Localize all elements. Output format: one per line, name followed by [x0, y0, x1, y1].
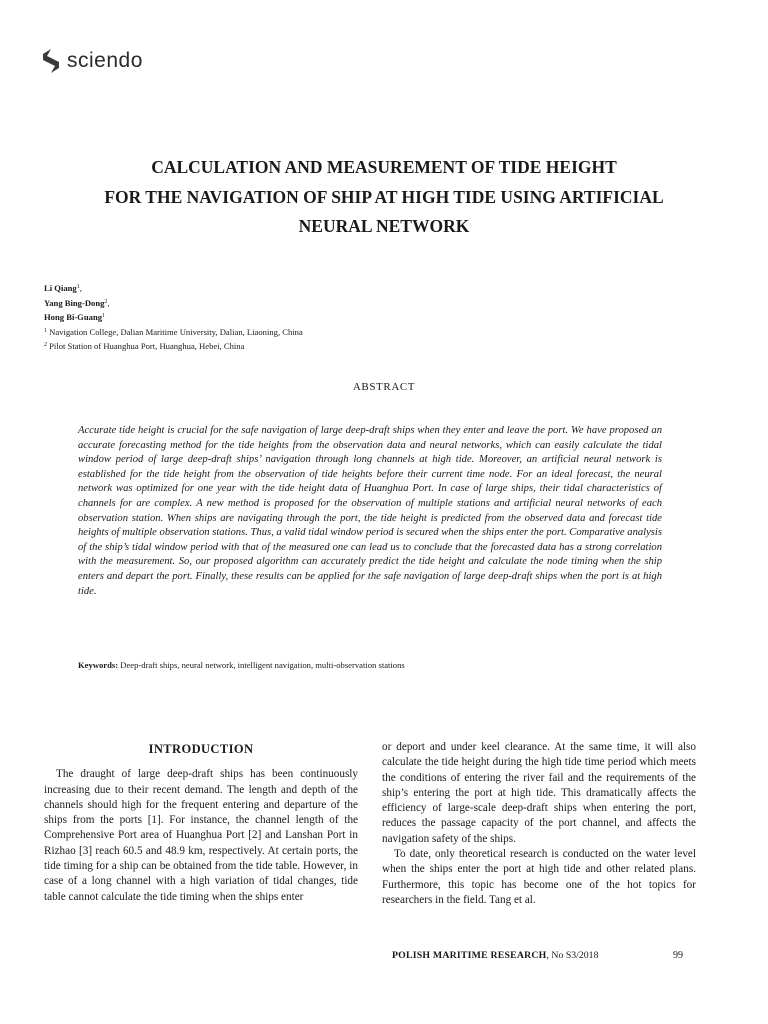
author: [44, 296, 303, 311]
journal-issue: , No S3/2018: [546, 950, 599, 961]
author-name: Hong Bi-Guang: [44, 312, 103, 323]
author-separator: ,: [79, 283, 82, 293]
affiliation: [44, 339, 303, 354]
affiliation: [44, 325, 303, 340]
author-affiliation-mark: 2: [104, 298, 108, 305]
author-name: Li Qiang: [44, 283, 77, 293]
journal-footer: [392, 950, 598, 961]
affiliation-mark: 2: [44, 342, 47, 349]
left-column: [44, 740, 358, 905]
publisher-name: sciendo: [67, 49, 143, 72]
title-line: NEURAL NETWORK: [298, 216, 470, 236]
author: [44, 310, 303, 325]
abstract-text: Accurate tide height is crucial for the safe navigation of large deep-draft ships when they enter and leave the port. We have proposed an accurate forecasting method for the tide heights from the observation data and neural networks, which can easily calculate the tidal window period of large deep-draft ships’ navigation through long channels at high tide. Moreover, an artificial neural network is established for the tide height from the observation of tide heights before their current time node. For an ideal forecast, the neural network was optimized for one year with the tide height data of Huanghua Port. In case of large ships, their tidal characteristics of channels for are complex. A new method is proposed for the observation of multiple stations and artificial neural networks of each observation station. When ships are navigating through the port, the tide height is predicted from the observed data and forecast tide heights of multiple observation stations. Thus, a valid tidal window period is secured when the ships enter the port. Comparative analysis of the ship’s tidal window period with that of the measured one can lead us to conclude that the forecasted data has a strong correlation with the measurement. So, our proposed algorithm can accurately predict the tide height and calculate the node timing when the ship enters and depart the port. Finally, these results can be applied for the safe navigation of large deep-draft ships when the port is at high tide.: [78, 425, 662, 597]
abstract-heading: ABSTRACT: [352, 381, 416, 393]
journal-name: POLISH MARITIME RESEARCH: [392, 950, 547, 961]
author-block: [44, 281, 303, 354]
body-paragraph: or deport and under keel clearance. At the same time, it will also calculate the tide height during the high tide time period which meets the conditions of entering the river fail and the requirements of the ship’s entering the port at high tide. This dramatically affects the efficiency of large-scale deep-draft ships when entering the port, reduces the passage capacity of the port channel, and affects the navigation safety of the ships.: [382, 741, 696, 845]
body-paragraph: The draught of large deep-draft ships has been continuously increasing due to their recent demand. The length and depth of the channels should high for the frequent entering and departure of the ships from the ports [1]. For instance, the channel length of the Comprehensive Port area of Huanghua Port [2] and Lanshan Port in Rizhao [3] reach 60.5 and 48.9 km, respectively. At certain ports, the tide timing for a ship can be obtained from the tide table. However, in case of a long channel with a high variation of tidal changes, tide table cannot calculate the tide timing when the ships enter: [44, 768, 358, 903]
publisher-logo: [40, 48, 143, 74]
title-line: CALCULATION AND MEASUREMENT OF TIDE HEIGHT: [151, 157, 617, 177]
paper-title: [40, 153, 728, 242]
page-number: 99: [673, 950, 683, 961]
author: [44, 281, 303, 296]
keywords-label: Keywords:: [78, 660, 119, 670]
affiliation-mark: 1: [44, 327, 47, 334]
body-paragraph: To date, only theoretical research is conducted on the water level when the ships enter the port at high tide and other related plans. Furthermore, this topic has become one of the hot topics for researchers in the field. Tang et al.: [382, 848, 696, 906]
author-affiliation-mark: 1: [76, 284, 80, 290]
affiliation-text: Pilot Station of Huanghua Port, Huanghua, Hebei, China: [49, 341, 245, 352]
introduction-heading: INTRODUCTION: [148, 742, 254, 756]
keywords: [78, 660, 405, 670]
title-line: FOR THE NAVIGATION OF SHIP AT HIGH TIDE USING ARTIFICIAL: [104, 186, 664, 207]
sciendo-logo-icon: [40, 48, 62, 74]
author-separator: ,: [107, 297, 110, 308]
right-column: [382, 740, 696, 908]
keywords-text: Deep-draft ships, neural network, intelligent navigation, multi-observation stations: [120, 660, 405, 670]
author-name: Yang Bing-Dong: [44, 297, 105, 308]
author-affiliation-mark: 1: [102, 313, 106, 320]
affiliation-text: Navigation College, Dalian Maritime University, Dalian, Liaoning, China: [49, 326, 303, 337]
